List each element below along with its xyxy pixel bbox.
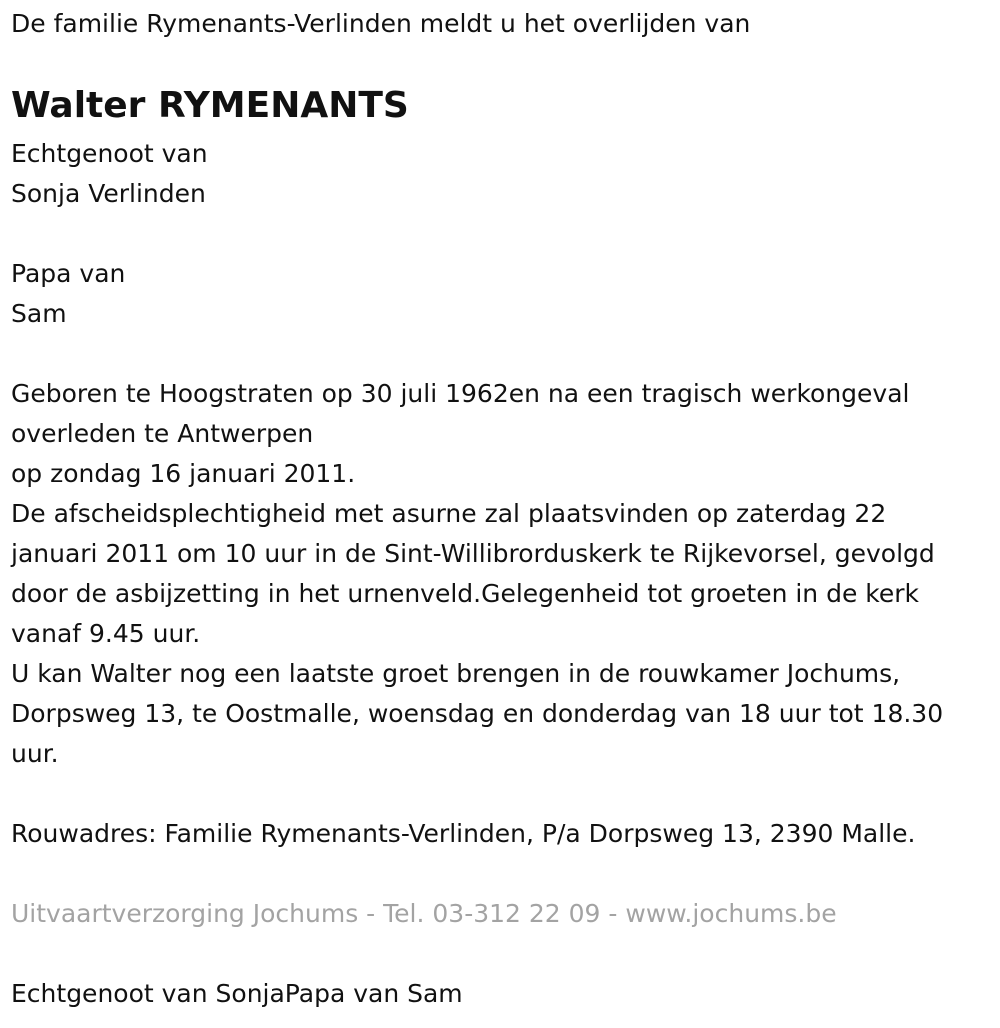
body-line: op zondag 16 januari 2011. xyxy=(11,459,356,488)
body-line: U kan Walter nog een laatste groet brengen in de rouwkamer Jochums, xyxy=(11,659,901,688)
spouse-label: Echtgenoot van xyxy=(11,139,208,168)
body-line: vanaf 9.45 uur. xyxy=(11,619,201,648)
body-line: Geboren te Hoogstraten op 30 juli 1962en na een tragisch werkongeval xyxy=(11,379,910,408)
mourning-address: Rouwadres: Familie Rymenants-Verlinden, P/a Dorpsweg 13, 2390 Malle. xyxy=(11,819,916,848)
children-label: Papa van xyxy=(11,259,126,288)
body-line: uur. xyxy=(11,739,59,768)
intro-text: De familie Rymenants-Verlinden meldt u het overlijden van xyxy=(11,9,751,38)
children-name: Sam xyxy=(11,299,67,328)
body-line: overleden te Antwerpen xyxy=(11,419,314,448)
funeral-home-info: Uitvaartverzorging Jochums - Tel. 03-312 22 09 - www.jochums.be xyxy=(11,899,837,928)
body-line: door de asbijzetting in het urnenveld.Gelegenheid tot groeten in de kerk xyxy=(11,579,920,608)
spouse-name: Sonja Verlinden xyxy=(11,179,206,208)
summary-text: Echtgenoot van SonjaPapa van Sam xyxy=(11,979,463,1008)
deceased-name: Walter RYMENANTS xyxy=(11,85,409,126)
body-line: Dorpsweg 13, te Oostmalle, woensdag en donderdag van 18 uur tot 18.30 xyxy=(11,699,944,728)
body-line: De afscheidsplechtigheid met asurne zal plaatsvinden op zaterdag 22 xyxy=(11,499,887,528)
body-line: januari 2011 om 10 uur in de Sint-Willibrorduskerk te Rijkevorsel, gevolgd xyxy=(11,539,935,568)
